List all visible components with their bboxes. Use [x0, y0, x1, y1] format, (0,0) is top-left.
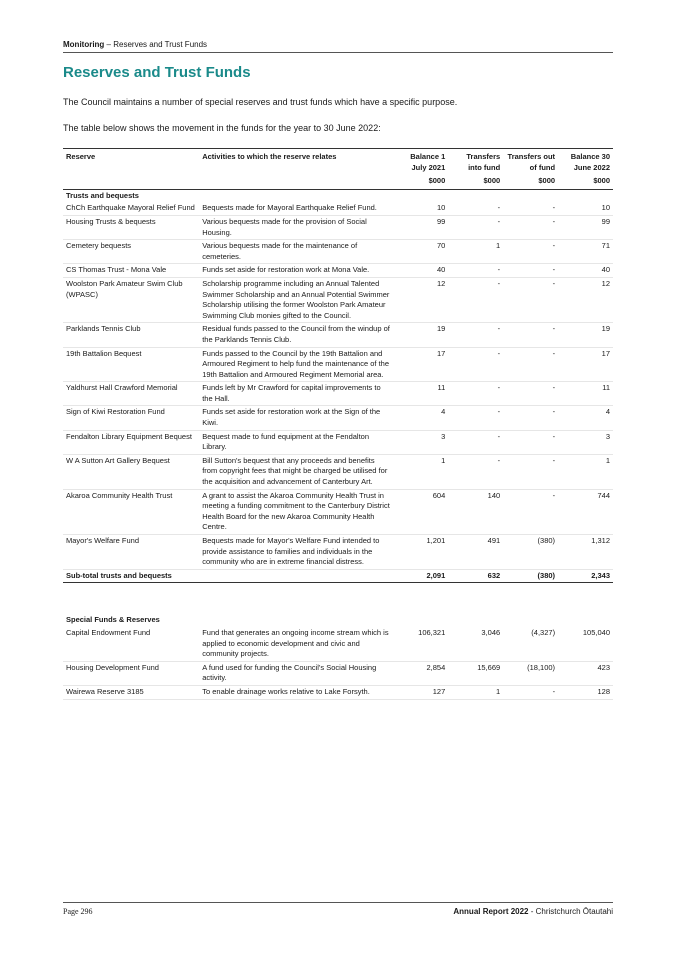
transfers-in: - [448, 323, 503, 347]
table-row [63, 685, 613, 699]
transfers-out: - [503, 347, 558, 382]
activity-text: Bequests made for Mayor's Welfare Fund intended to provide assistance to families and individuals in the community who are in extreme financial distress. [199, 535, 393, 570]
reserve-name: ChCh Earthquake Mayoral Relief Fund [63, 202, 199, 215]
balance-close: 105,040 [558, 627, 613, 661]
transfers-out: - [503, 406, 558, 430]
transfers-out: (380) [503, 535, 558, 570]
unit-spacer [63, 174, 199, 189]
table-row [63, 627, 613, 661]
table-row [63, 277, 613, 322]
transfers-out: - [503, 323, 558, 347]
reserve-name: Parklands Tennis Club [63, 323, 199, 347]
transfers-out: (4,327) [503, 627, 558, 661]
report-name: Annual Report 2022 [453, 907, 529, 916]
transfers-out: (18,100) [503, 661, 558, 685]
table-row [63, 406, 613, 430]
reserve-name: Mayor's Welfare Fund [63, 535, 199, 570]
activity-text: Residual funds passed to the Council from the windup of the Parklands Tennis Club. [199, 323, 393, 347]
reserve-name: 19th Battalion Bequest [63, 347, 199, 382]
table-row [63, 382, 613, 406]
transfers-out: - [503, 202, 558, 215]
transfers-out: - [503, 382, 558, 406]
col-activity: Activities to which the reserve relates [199, 149, 393, 175]
header-subsection: – Reserves and Trust Funds [104, 40, 208, 49]
transfers-in: - [448, 264, 503, 278]
transfers-in: - [448, 277, 503, 322]
subtotal-out: (380) [503, 569, 558, 583]
balance-open: 70 [393, 240, 448, 264]
transfers-out: - [503, 215, 558, 239]
reserve-name: Yaldhurst Hall Crawford Memorial [63, 382, 199, 406]
reserve-name: Woolston Park Amateur Swim Club (WPASC) [63, 277, 199, 322]
balance-open: 11 [393, 382, 448, 406]
subtotal-open: 2,091 [393, 569, 448, 583]
transfers-in: - [448, 406, 503, 430]
balance-open: 1,201 [393, 535, 448, 570]
table-row [63, 323, 613, 347]
transfers-in: 1 [448, 240, 503, 264]
balance-close: 17 [558, 347, 613, 382]
transfers-out: - [503, 685, 558, 699]
activity-text: A fund used for funding the Council's Social Housing activity. [199, 661, 393, 685]
reserve-name: CS Thomas Trust - Mona Vale [63, 264, 199, 278]
page-number: Page 296 [63, 907, 93, 916]
transfers-out: - [503, 489, 558, 534]
col-balance-close: Balance 30 June 2022 [558, 149, 613, 175]
transfers-in: - [448, 215, 503, 239]
balance-close: 744 [558, 489, 613, 534]
table-row [63, 347, 613, 382]
balance-close: 71 [558, 240, 613, 264]
reserve-name: Housing Trusts & bequests [63, 215, 199, 239]
transfers-in: 140 [448, 489, 503, 534]
intro-paragraph: The Council maintains a number of special reserves and trust funds which have a specific purpose. [63, 97, 458, 107]
transfers-in: - [448, 347, 503, 382]
activity-text: Funds left by Mr Crawford for capital improvements to the Hall. [199, 382, 393, 406]
balance-open: 99 [393, 215, 448, 239]
transfers-in: - [448, 454, 503, 489]
subtotal-close: 2,343 [558, 569, 613, 583]
col-transfers-in: Transfers into fund [448, 149, 503, 175]
balance-open: 106,321 [393, 627, 448, 661]
balance-open: 4 [393, 406, 448, 430]
activity-text: Funds set aside for restoration work at the Sign of the Kiwi. [199, 406, 393, 430]
balance-close: 128 [558, 685, 613, 699]
page-footer [63, 902, 613, 916]
activity-text: Bequests made for Mayoral Earthquake Relief Fund. [199, 202, 393, 215]
table-row [63, 489, 613, 534]
table-row [63, 430, 613, 454]
balance-open: 12 [393, 277, 448, 322]
transfers-in: 1 [448, 685, 503, 699]
section-heading: Trusts and bequests [66, 190, 139, 200]
table-row [63, 202, 613, 215]
unit-label: $000 [558, 174, 613, 189]
balance-open: 10 [393, 202, 448, 215]
table-row [63, 535, 613, 570]
transfers-in: 491 [448, 535, 503, 570]
table-row [63, 661, 613, 685]
activity-text: Funds passed to the Council by the 19th Battalion and Armoured Regiment to help fund the maintenance of the 19th Battalion and Armoured Regiment Memorial area. [199, 347, 393, 382]
trusts-section [63, 189, 613, 569]
table-row [63, 264, 613, 278]
balance-open: 127 [393, 685, 448, 699]
reserve-name: Housing Development Fund [63, 661, 199, 685]
balance-close: 11 [558, 382, 613, 406]
table-intro: The table below shows the movement in the funds for the year to 30 June 2022: [63, 123, 381, 133]
unit-label: $000 [503, 174, 558, 189]
activity-text: Bequest made to fund equipment at the Fendalton Library. [199, 430, 393, 454]
activity-text: Various bequests made for the maintenance of cemeteries. [199, 240, 393, 264]
transfers-in: - [448, 382, 503, 406]
reserve-name: Sign of Kiwi Restoration Fund [63, 406, 199, 430]
balance-close: 1,312 [558, 535, 613, 570]
reserve-name: Wairewa Reserve 3185 [63, 685, 199, 699]
activity-text: Funds set aside for restoration work at Mona Vale. [199, 264, 393, 278]
unit-spacer [199, 174, 393, 189]
transfers-out: - [503, 454, 558, 489]
reserve-name: Fendalton Library Equipment Bequest [63, 430, 199, 454]
transfers-in: 3,046 [448, 627, 503, 661]
balance-close: 423 [558, 661, 613, 685]
special-funds-section [63, 583, 613, 699]
transfers-in: - [448, 202, 503, 215]
balance-close: 99 [558, 215, 613, 239]
reserve-name: Akaroa Community Health Trust [63, 489, 199, 534]
activity-text: Bill Sutton's bequest that any proceeds and benefits from copyright fees that might be charged be utilised for the acquisition and advancement of Canterbury Art. [199, 454, 393, 489]
balance-open: 40 [393, 264, 448, 278]
balance-open: 604 [393, 489, 448, 534]
balance-close: 40 [558, 264, 613, 278]
reserve-name: Cemetery bequests [63, 240, 199, 264]
balance-open: 3 [393, 430, 448, 454]
transfers-out: - [503, 430, 558, 454]
transfers-in: 15,669 [448, 661, 503, 685]
col-balance-open: Balance 1 July 2021 [393, 149, 448, 175]
transfers-out: - [503, 240, 558, 264]
table-row [63, 215, 613, 239]
balance-open: 17 [393, 347, 448, 382]
page-title: Reserves and Trust Funds [63, 64, 251, 81]
table-row [63, 240, 613, 264]
table-row [63, 454, 613, 489]
unit-label: $000 [448, 174, 503, 189]
activity-text: A grant to assist the Akaroa Community Health Trust in meeting a funding commitment to the Canterbury District Health Board for the new Akaroa Community Health Centre. [199, 489, 393, 534]
transfers-in: - [448, 430, 503, 454]
balance-close: 3 [558, 430, 613, 454]
running-header [63, 40, 613, 53]
reserve-name: Capital Endowment Fund [63, 627, 199, 661]
col-reserve: Reserve [63, 149, 199, 175]
unit-label: $000 [393, 174, 448, 189]
balance-close: 19 [558, 323, 613, 347]
activity-text: To enable drainage works relative to Lake Forsyth. [199, 685, 393, 699]
transfers-out: - [503, 277, 558, 322]
activity-text: Fund that generates an ongoing income stream which is applied to economic development and civic and community projects. [199, 627, 393, 661]
subtotal-section [63, 569, 613, 583]
balance-close: 10 [558, 202, 613, 215]
header-section: Monitoring [63, 40, 105, 49]
report-city: - Christchurch Ōtautahi [528, 907, 613, 916]
col-transfers-out: Transfers out of fund [503, 149, 558, 175]
balance-open: 1 [393, 454, 448, 489]
activity-text: Scholarship programme including an Annual Talented Swimmer Scholarship and an Annual Potential Swimmer Scholarship utilising the former Woolston Park Amateur Swimming Club monies gifted to the Council. [199, 277, 393, 322]
balance-close: 12 [558, 277, 613, 322]
reserves-table [63, 148, 613, 700]
subtotal-label: Sub-total trusts and bequests [63, 569, 199, 583]
section-heading: Special Funds & Reserves [66, 615, 160, 625]
balance-close: 1 [558, 454, 613, 489]
balance-open: 2,854 [393, 661, 448, 685]
balance-close: 4 [558, 406, 613, 430]
activity-text: Various bequests made for the provision of Social Housing. [199, 215, 393, 239]
subtotal-spacer [199, 569, 393, 583]
transfers-out: - [503, 264, 558, 278]
subtotal-in: 632 [448, 569, 503, 583]
report-title [453, 907, 613, 916]
balance-open: 19 [393, 323, 448, 347]
reserve-name: W A Sutton Art Gallery Bequest [63, 454, 199, 489]
